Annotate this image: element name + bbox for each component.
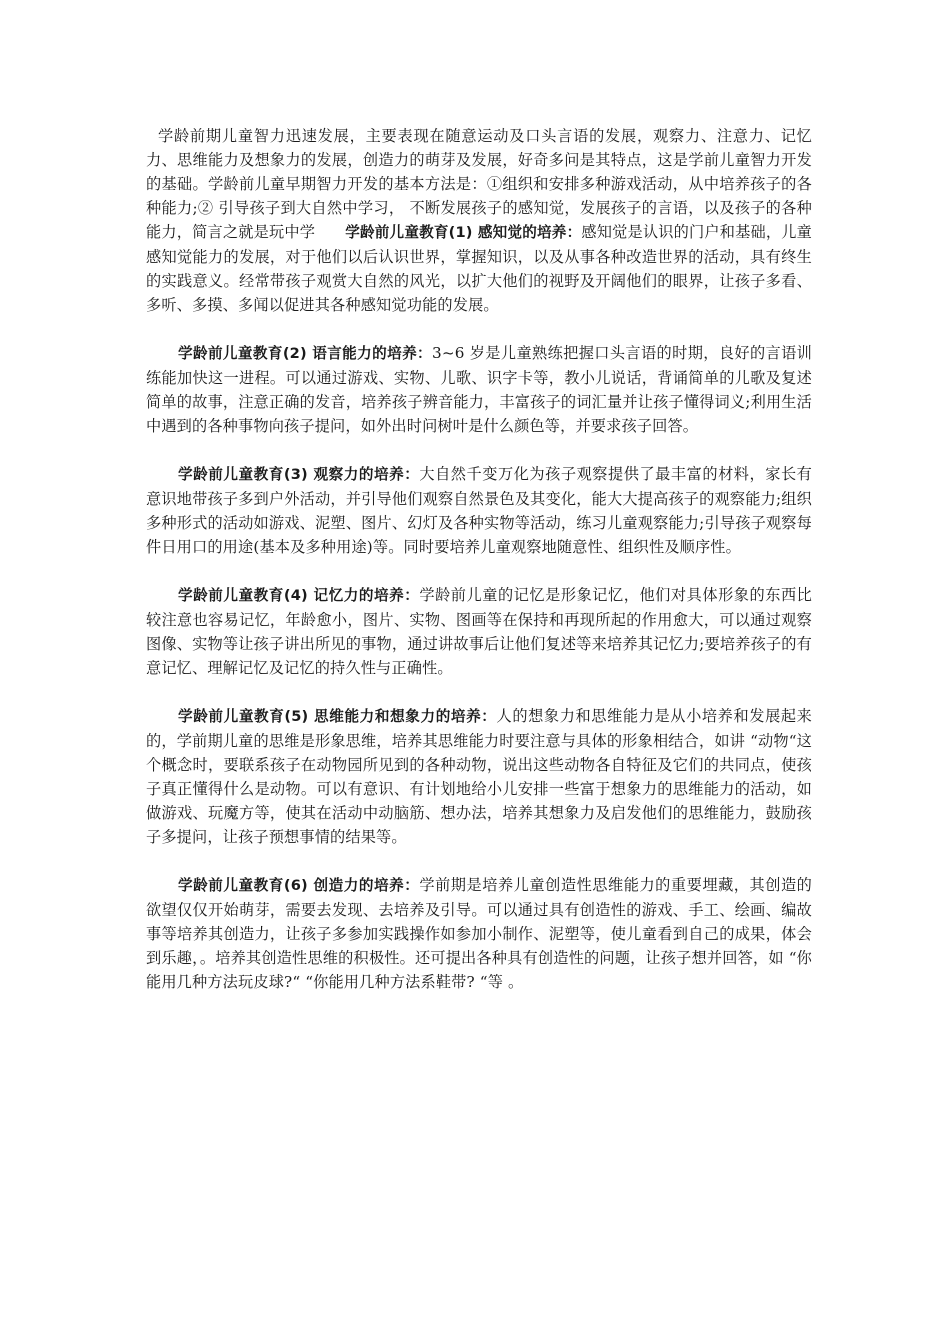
section-heading-4: 学龄前儿童教育(4) 记忆力的培养： xyxy=(178,587,420,604)
section-paragraph-2 xyxy=(146,341,812,438)
section-heading-6: 学龄前儿童教育(6) 创造力的培养： xyxy=(178,877,420,894)
section-body-6: 学前期是培养儿童创造性思维能力的重要埋藏，其创造的欲望仅仅开始萌芽，需要去发现、去培养及引导。可以通过具有创造性的游戏、手工、绘画、编故事等培养其创造力，让孩子多参加实践操作如参加小制作、泥塑等，使儿童看到自己的成果，体会到乐趣，。培养其创造性思维的积极性。还可提出各种具有创造性的问题，让孩子想并回答，如 “你能用几种方法玩皮球?“ “你能用几种方法系鞋带? “等 。 xyxy=(146,876,813,991)
section-body-1: 感知觉是认识的门户和基础，儿童感知觉能力的发展，对于他们以后认识世界，掌握知识，以及从事各种改造世界的活动，具有终生的实践意义。经常带孩子观赏大自然的风光，以扩大他们的视野及开阔他们的眼界，让孩子多看、多听、多摸、多闻以促进其各种感知觉功能的发展。 xyxy=(146,223,813,314)
section-heading-5: 学龄前儿童教育(5) 思维能力和想象力的培养： xyxy=(178,708,497,725)
intro-paragraph xyxy=(146,124,812,317)
document-page xyxy=(146,124,812,1018)
section-heading-3: 学龄前儿童教育(3) 观察力的培养： xyxy=(178,466,420,483)
section-body-4: 学龄前儿童的记忆是形象记忆，他们对具体形象的东西比较注意也容易记忆，年龄愈小，图片、实物、图画等在保持和再现所起的作用愈大，可以通过观察图像、实物等让孩子讲出所见的事物，通过讲故事后让他们复述等来培养其记忆力;要培养孩子的有意记忆、理解记忆及记忆的持久性与正确性。 xyxy=(146,586,813,677)
section-paragraph-4 xyxy=(146,583,812,680)
section-body-5: 人的想象力和思维能力是从小培养和发展起来的，学前期儿童的思维是形象思维，培养其思维能力时要注意与具体的形象相结合，如讲 “动物“这个概念时，要联系孩子在动物园所见到的各种动物，说出这些动物各自特征及它们的共同点，使孩子真正懂得什么是动物。可以有意识、有计划地给小儿安排一些富于想象力的思维能力的活动，如做游戏、玩魔方等，使其在活动中动脑筋、想办法，培养其想象力及启发他们的思维能力，鼓励孩子多提问，让孩子预想事情的结果等。 xyxy=(146,707,813,846)
section-paragraph-3 xyxy=(146,462,812,559)
section-paragraph-5 xyxy=(146,704,812,849)
intro-text: 学龄前期儿童智力迅速发展，主要表现在随意运动及口头言语的发展，观察力、注意力、记忆力、思维能力及想象力的发展，创造力的萌芽及发展，好奇多问是其特点，这是学前儿童智力开发的基础。学龄前儿童早期智力开发的基本方法是：①组织和安排多种游戏活动，从中培养孩子的各种能力;② 引导孩子到大自然中学习， 不断发展孩子的感知觉，发展孩子的言语，以及孩子的各种能力，简言之就是玩中学 xyxy=(146,127,812,241)
section-paragraph-6 xyxy=(146,873,812,994)
section-heading-1: 学龄前儿童教育(1) 感知觉的培养： xyxy=(345,224,582,241)
section-body-2: 3~6 岁是儿童熟练把握口头言语的时期，良好的言语训练能加快这一进程。可以通过游戏、实物、儿歌、识字卡等，教小儿说话，背诵简单的儿歌及复述简单的故事，注意正确的发音，培养孩子辨音能力，丰富孩子的词汇量并让孩子懂得词义;利用生活中遇到的各种事物向孩子提问，如外出时问树叶是什么颜色等，并要求孩子回答。 xyxy=(146,344,813,435)
section-heading-2: 学龄前儿童教育(2) 语言能力的培养： xyxy=(178,345,433,362)
section-body-3: 大自然千变万化为孩子观察提供了最丰富的材料，家长有意识地带孩子多到户外活动，并引导他们观察自然景色及其变化，能大大提高孩子的观察能力;组织多种形式的活动如游戏、泥塑、图片、幻灯及各种实物等活动，练习儿童观察能力;引导孩子观察每件日用口的用途(基本及多种用途)等。同时要培养儿童观察地随意性、组织性及顺序性。 xyxy=(146,465,813,556)
